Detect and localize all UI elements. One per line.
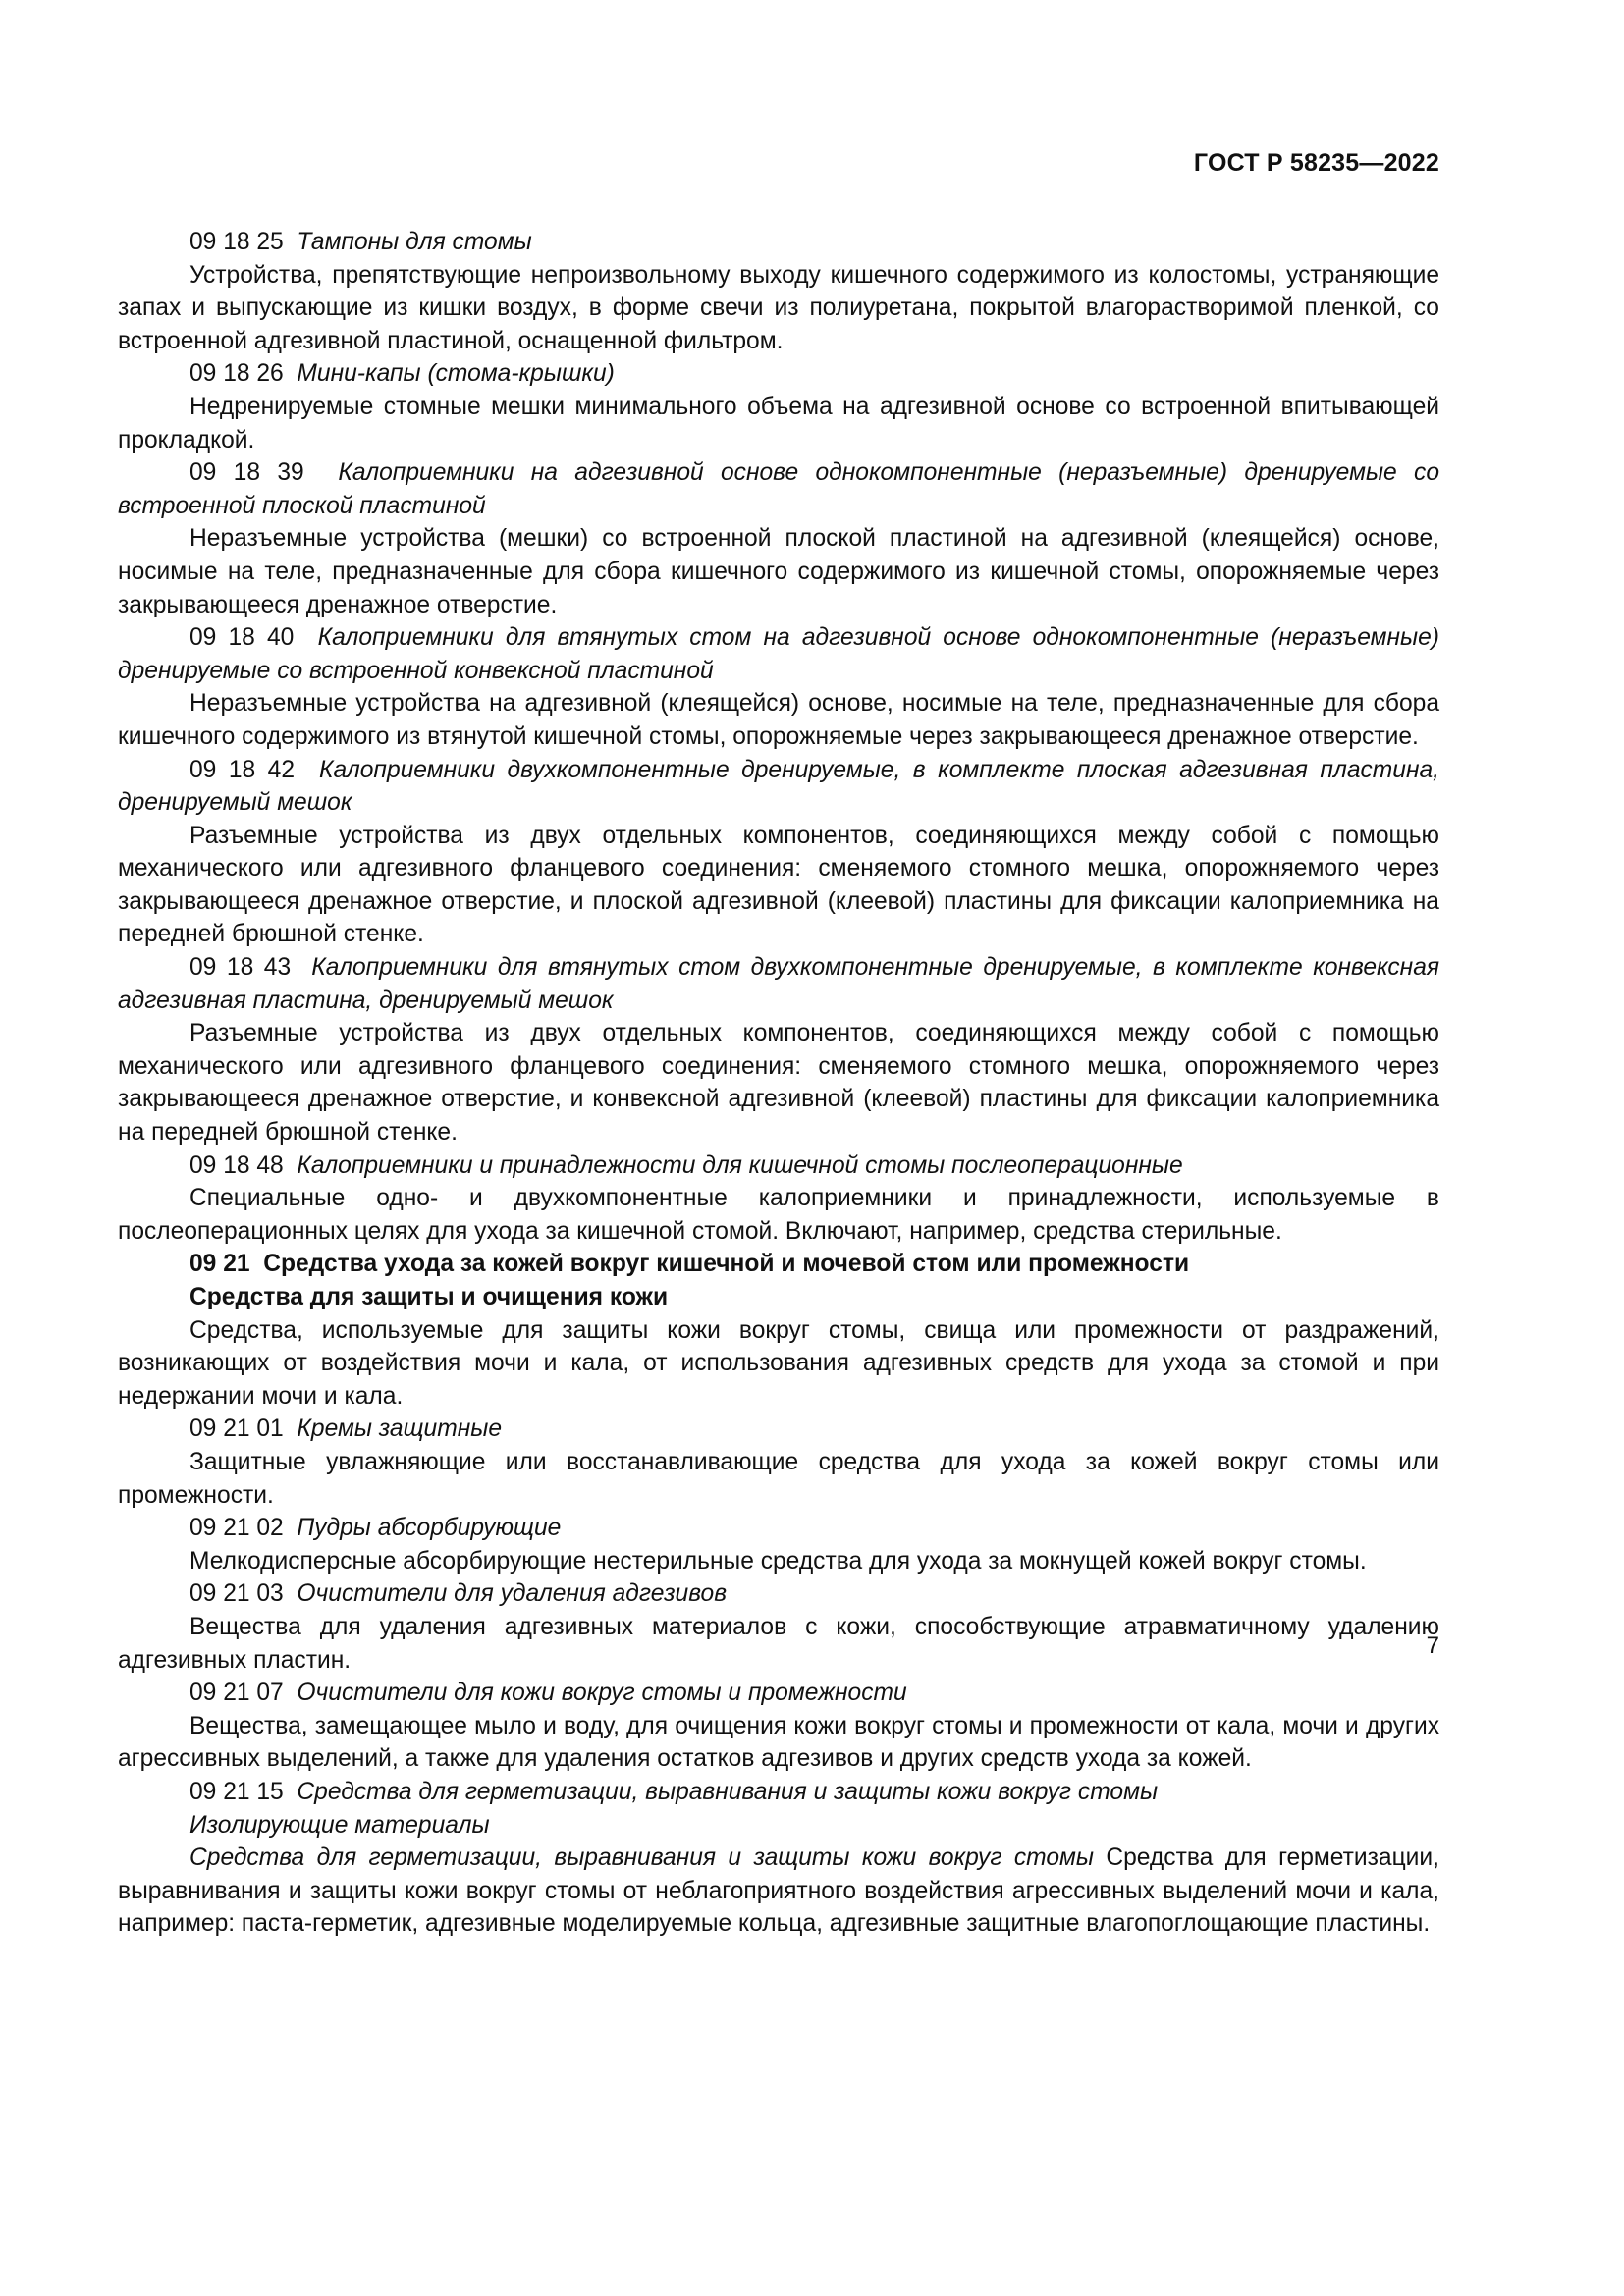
entry-text: Вещества, замещающее мыло и воду, для очищения кожи вокруг стомы и промежности от кала, мочи и других агрессивных выделений, а также для удаления остатков адгезивов и других средств ухода за кожей.	[118, 1712, 1439, 1773]
entry-code: 09 21 02	[189, 1515, 284, 1542]
entry-text: Защитные увлажняющие или восстанавливающие средства для ухода за кожей вокруг стомы или промежности.	[118, 1448, 1439, 1509]
entry-code: 09 18 42	[189, 756, 296, 783]
section-text: Средства, используемые для защиты кожи вокруг стомы, свища или промежности от раздражений, возникающих от воздействия мочи и кала, от использования адгезивных средств для ухода за стомой и при недержании мочи и кала.	[118, 1316, 1439, 1410]
entry-heading	[118, 1677, 1439, 1710]
entry-heading	[118, 754, 1439, 820]
entry-code: 09 21 01	[189, 1415, 284, 1443]
entry-title: Мини-капы (стома-крышки)	[297, 360, 615, 388]
entry-text: Мелкодисперсные абсорбирующие нестерильные средства для ухода за мокнущей кожей вокруг стомы.	[189, 1547, 1367, 1575]
entry-title: Кремы защитные	[297, 1415, 503, 1443]
entry-text-italic: Средства для герметизации, выравнивания и защиты кожи вокруг стомы	[189, 1844, 1094, 1872]
entry-heading	[118, 357, 1439, 391]
entry-title: Калоприемники и принадлежности для кишечной стомы послеоперационные	[297, 1151, 1183, 1179]
entry-code: 09 21 07	[189, 1680, 284, 1707]
entry-text: Вещества для удаления адгезивных материалов с кожи, способствующие атравматичному удалению адгезивных пластин.	[118, 1613, 1439, 1674]
entry-title: Калоприемники двухкомпонентные дренируемые, в комплекте плоская адгезивная пластина, дренируемый мешок	[118, 756, 1439, 817]
entry-title: Калоприемники для втянутых стом двухкомпонентные дренируемые, в комплекте конвексная адгезивная пластина, дренируемый мешок	[118, 954, 1440, 1014]
entry-code: 09 18 40	[189, 624, 295, 652]
section-code: 09 21	[189, 1251, 250, 1278]
page-number: 7	[1426, 1632, 1439, 1659]
entry-subtitle: Изолирующие материалы	[189, 1811, 490, 1839]
entry-title: Пудры абсорбирующие	[297, 1515, 562, 1542]
entry-text	[118, 1842, 1439, 1941]
entry-heading	[118, 1577, 1439, 1611]
entry-heading	[118, 1776, 1439, 1809]
entry-title: Калоприемники для втянутых стом на адгезивной основе однокомпонентные (неразъемные) дренируемые со встроенной конвексной пластиной	[118, 624, 1439, 684]
entry-text: Неразъемные устройства (мешки) со встроенной плоской пластиной на адгезивной (клеящейся) основе, носимые на теле, предназначенные для сбора кишечного содержимого из кишечной стомы, опорожняемые через закрывающееся дренажное отверстие.	[118, 525, 1439, 618]
entry-title: Средства для герметизации, выравнивания и защиты кожи вокруг стомы	[297, 1778, 1159, 1805]
entry-text: Специальные одно- и двухкомпонентные калоприемники и принадлежности, используемые в послеоперационных целях для ухода за кишечной стомой. Включают, например, средства стерильные.	[118, 1185, 1439, 1245]
entry-title: Тампоны для стомы	[297, 229, 532, 255]
document-body	[118, 226, 1439, 1941]
entry-heading	[118, 1413, 1439, 1446]
entry-heading	[118, 1149, 1439, 1183]
entry-heading	[118, 1512, 1439, 1545]
entry-title: Калоприемники на адгезивной основе однокомпонентные (неразъемные) дренируемые со встроенной плоской пластиной	[118, 459, 1440, 519]
section-heading	[118, 1248, 1439, 1281]
entry-text-rest: Средства для герметизации, выравнивания и защиты кожи вокруг стомы от неблагоприятного воздействия агрессивных выделений мочи и кала, например: паста-герметик, адгезивные моделируемые кольца, адгезивные защитные влагопоглощающие пластины.	[118, 1844, 1439, 1938]
entry-code: 09 21 03	[189, 1580, 284, 1608]
entry-text: Недренируемые стомные мешки минимального объема на адгезивной основе со встроенной впитывающей прокладкой.	[118, 393, 1439, 454]
entry-text: Разъемные устройства из двух отдельных компонентов, соединяющихся между собой с помощью механического или адгезивного фланцевого соединения: сменяемого стомного мешка, опорожняемого через закрывающееся дренажное отверстие, и плоской адгезивной (клеевой) пластины для фиксации калоприемника на передней брюшной стенке.	[118, 822, 1439, 948]
entry-heading	[118, 951, 1439, 1017]
entry-text: Устройства, препятствующие непроизвольному выходу кишечного содержимого из колостомы, устраняющие запах и выпускающие из кишки воздух, в форме свечи из полиуретана, покрытой влагорастворимой пленкой, со встроенной адгезивной пластиной, оснащенной фильтром.	[118, 261, 1439, 354]
entry-heading	[118, 226, 1439, 259]
entry-text: Неразъемные устройства на адгезивной (клеящейся) основе, носимые на теле, предназначенные для сбора кишечного содержимого из втянутой кишечной стомы, опорожняемые через закрывающееся дренажное отверстие.	[118, 690, 1439, 750]
entry-title: Очистители для кожи вокруг стомы и промежности	[297, 1680, 907, 1707]
entry-code: 09 18 26	[189, 360, 284, 388]
section-subtitle: Средства для защиты и очищения кожи	[189, 1284, 669, 1310]
entry-code: 09 18 25	[189, 229, 284, 255]
entry-code: 09 18 43	[189, 954, 292, 982]
entry-code: 09 18 39	[189, 459, 304, 487]
document-header: ГОСТ Р 58235—2022	[1193, 149, 1439, 177]
entry-heading	[118, 456, 1439, 522]
section-title: Средства ухода за кожей вокруг кишечной и мочевой стом или промежности	[263, 1251, 1190, 1278]
entry-heading	[118, 621, 1439, 687]
entry-text: Разъемные устройства из двух отдельных компонентов, соединяющихся между собой с помощью механического или адгезивного фланцевого соединения: сменяемого стомного мешка, опорожняемого через закрывающееся дренажное отверстие, и конвексной адгезивной (клеевой) пластины для фиксации калоприемника на передней брюшной стенке.	[118, 1020, 1439, 1147]
entry-code: 09 21 15	[189, 1778, 284, 1805]
entry-code: 09 18 48	[189, 1151, 284, 1179]
entry-title: Очистители для удаления адгезивов	[297, 1580, 728, 1608]
